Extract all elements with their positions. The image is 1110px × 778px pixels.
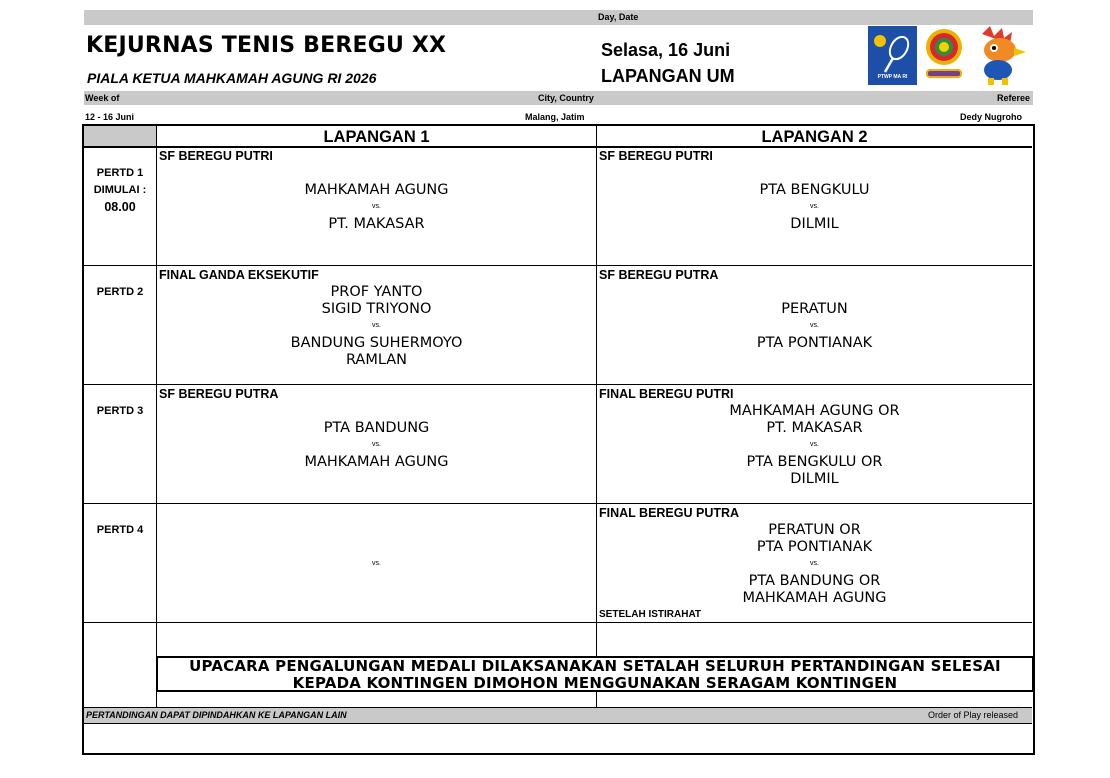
round-label: PERTD 2 xyxy=(96,286,144,298)
row-divider xyxy=(84,723,1032,724)
team-name: BANDUNG SUHERMOYO xyxy=(290,335,463,351)
table-corner-cell xyxy=(84,126,156,146)
row-divider xyxy=(84,265,1032,266)
vs-label: vs. xyxy=(372,441,381,448)
event-label: FINAL BEREGU PUTRA xyxy=(599,506,740,520)
city-value: Malang, Jatim xyxy=(525,112,585,122)
team-name: MAHKAMAH AGUNG xyxy=(304,454,449,470)
team-name: PTA BENGKULU xyxy=(759,182,870,198)
city-label: City, Country xyxy=(538,93,594,103)
column-divider xyxy=(156,126,157,707)
team-name: PROF YANTO xyxy=(330,284,423,300)
announcement-line: KEPADA KONTINGEN DIMOHON MENGGUNAKAN SERAGAM KONTINGEN xyxy=(292,674,898,692)
vs-label: vs. xyxy=(810,322,819,329)
event-label: SF BEREGU PUTRA xyxy=(159,387,279,401)
column-header-lapangan-1: LAPANGAN 1 xyxy=(323,128,430,146)
vs-label: vs. xyxy=(810,441,819,448)
team-name: PERATUN xyxy=(781,301,848,317)
emblem-logo xyxy=(922,25,966,85)
team-name: RAMLAN xyxy=(345,352,408,368)
event-label: FINAL BEREGU PUTRI xyxy=(599,387,734,401)
venue-name: LAPANGAN UM xyxy=(601,66,735,86)
team-name: MAHKAMAH AGUNG OR xyxy=(729,403,900,419)
tournament-subtitle: PIALA KETUA MAHKAMAH AGUNG RI 2026 xyxy=(87,70,377,86)
referee-value: Dedy Nugroho xyxy=(960,112,1022,122)
event-label: SF BEREGU PUTRI xyxy=(599,149,713,163)
day-date-label: Day, Date xyxy=(598,12,639,22)
team-name: MAHKAMAH AGUNG xyxy=(304,182,449,198)
team-name: PTA BANDUNG xyxy=(323,420,430,436)
order-of-play-released: Order of Play released xyxy=(928,710,1019,720)
team-name: PTA PONTIANAK xyxy=(756,335,873,351)
footer-note: PERTANDINGAN DAPAT DIPINDAHKAN KE LAPANGAN LAIN xyxy=(86,710,347,720)
round-label xyxy=(84,165,156,216)
round-label-line: PERTD 1 xyxy=(96,167,144,179)
referee-label: Referee xyxy=(997,93,1031,103)
row-divider xyxy=(84,384,1032,385)
ptwp-logo-text: PTWP MA RI xyxy=(877,74,908,80)
column-header-lapangan-2: LAPANGAN 2 xyxy=(761,128,868,146)
team-name: PTA PONTIANAK xyxy=(756,539,873,555)
event-label: FINAL GANDA EKSEKUTIF xyxy=(159,268,319,282)
week-label: Week of xyxy=(85,93,120,103)
vs-label: vs. xyxy=(810,203,819,210)
match-footnote: SETELAH ISTIRAHAT xyxy=(599,609,702,620)
top-header-bar xyxy=(84,10,1033,25)
round-start-time: 08.00 xyxy=(104,200,136,214)
event-label: SF BEREGU PUTRI xyxy=(159,149,273,163)
row-divider xyxy=(84,622,1032,623)
week-value: 12 - 16 Juni xyxy=(85,112,135,122)
ptwp-logo xyxy=(868,26,917,85)
mascot-logo xyxy=(970,24,1028,86)
announcement-line: UPACARA PENGALUNGAN MEDALI DILAKSANAKAN SETALAH SELURUH PERTANDINGAN SELESAI xyxy=(189,657,1001,675)
vs-label: vs. xyxy=(372,203,381,210)
team-name: SIGID TRIYONO xyxy=(321,301,432,317)
tournament-title: KEJURNAS TENIS BEREGU XX xyxy=(86,33,447,58)
team-name: DILMIL xyxy=(790,471,839,487)
team-name: MAHKAMAH AGUNG xyxy=(742,590,887,606)
team-name: PTA BENGKULU OR xyxy=(746,454,883,470)
vs-label: vs. xyxy=(372,560,381,567)
column-divider xyxy=(596,690,597,707)
team-name: PTA BANDUNG OR xyxy=(748,573,881,589)
round-label: PERTD 3 xyxy=(96,405,144,417)
team-name: PT. MAKASAR xyxy=(766,420,863,436)
team-name: PT. MAKASAR xyxy=(328,216,425,232)
team-name: PERATUN OR xyxy=(768,522,861,538)
round-label-line: DIMULAI : xyxy=(93,184,147,196)
row-divider xyxy=(84,503,1032,504)
schedule-date: Selasa, 16 Juni xyxy=(601,40,731,60)
round-label: PERTD 4 xyxy=(96,524,144,536)
event-label: SF BEREGU PUTRA xyxy=(599,268,719,282)
team-name: DILMIL xyxy=(790,216,839,232)
vs-label: vs. xyxy=(810,560,819,567)
vs-label: vs. xyxy=(372,322,381,329)
